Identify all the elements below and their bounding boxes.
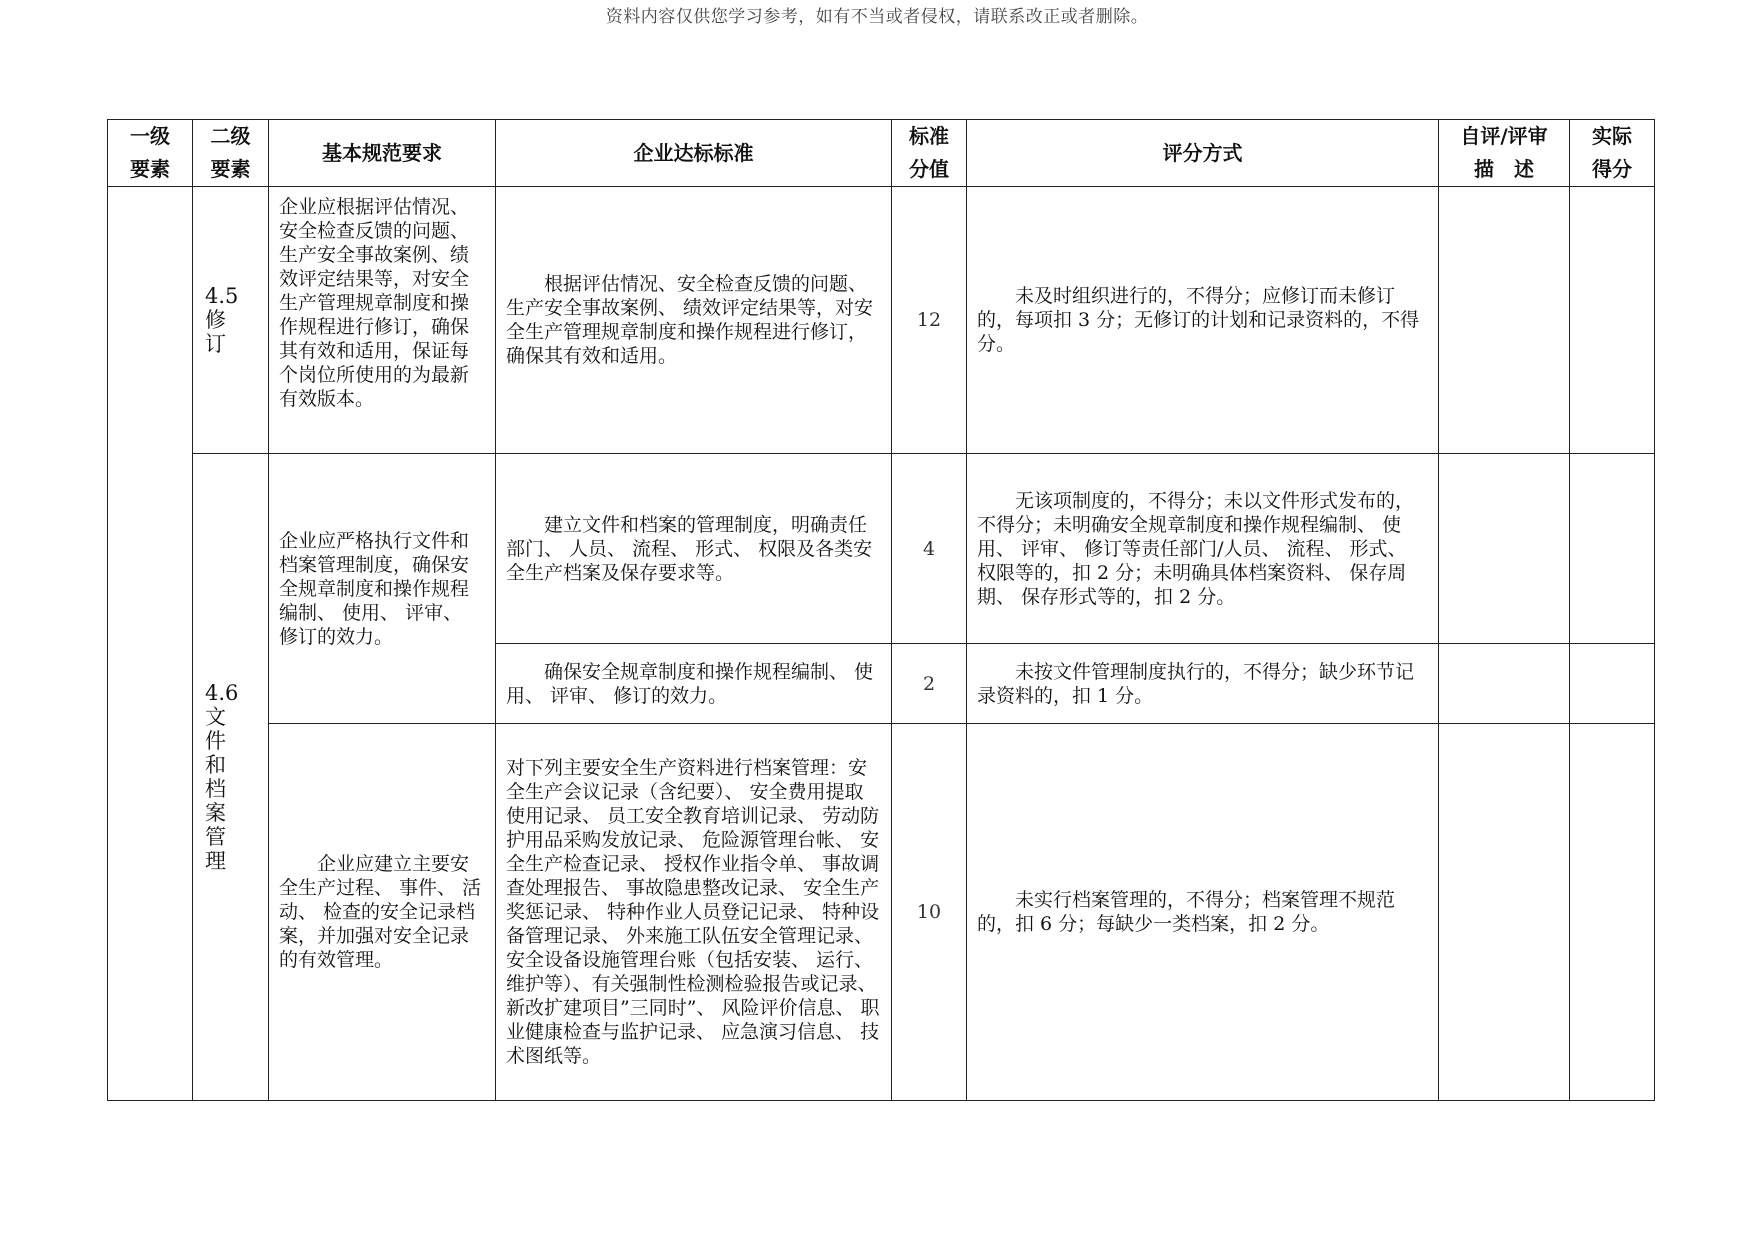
- level2-name: 修订: [205, 308, 226, 356]
- level2-cell: [193, 187, 269, 454]
- header-level2: 二级 要素: [193, 120, 269, 187]
- self-review-cell: [1439, 454, 1570, 644]
- self-review-cell: [1439, 724, 1570, 1101]
- scoring-method-cell: 无该项制度的，不得分；未以文件形式发布的，不得分；未明确安全规章制度和操作规程编制、 使用、 评审、 修订等责任部门/人员、 流程、 形式、 权限等的，扣 2 分；未明确具体档案资料、 保存周期、 保存形式等的，扣 2 分。: [967, 454, 1439, 644]
- table-row: [108, 187, 1655, 454]
- basic-requirement-cell: 企业应严格执行文件和档案管理制度，确保安全规章制度和操作规程编制、 使用、 评审、 修订的效力。: [269, 454, 496, 724]
- actual-score-cell: [1570, 724, 1655, 1101]
- score-cell: 4: [892, 454, 967, 644]
- score-cell: 10: [892, 724, 967, 1101]
- actual-score-cell: [1570, 454, 1655, 644]
- standards-table: [107, 119, 1655, 1101]
- header-standard-score: 标准 分值: [892, 120, 967, 187]
- scoring-method-cell: 未按文件管理制度执行的，不得分；缺少环节记录资料的，扣 1 分。: [967, 644, 1439, 724]
- score-cell: 12: [892, 187, 967, 454]
- actual-score-cell: [1570, 644, 1655, 724]
- enterprise-standard-cell: 建立文件和档案的管理制度，明确责任部门、 人员、 流程、 形式、 权限及各类安全生产档案及保存要求等。: [496, 454, 892, 644]
- level2-code: 4.6: [205, 681, 239, 705]
- table-row: [108, 454, 1655, 644]
- header-level1: 一级 要素: [108, 120, 193, 187]
- level1-cell-empty: [108, 187, 193, 1101]
- enterprise-standard-cell: 确保安全规章制度和操作规程编制、 使用、 评审、 修订的效力。: [496, 644, 892, 724]
- basic-requirement-cell: 企业应建立主要安全生产过程、 事件、 活动、 检查的安全记录档案，并加强对安全记录的有效管理。: [269, 724, 496, 1101]
- header-enterprise-standard: 企业达标标准: [496, 120, 892, 187]
- score-cell: 2: [892, 644, 967, 724]
- watermark-text: 资料内容仅供您学习参考，如有不当或者侵权，请联系改正或者删除。: [605, 7, 1149, 27]
- level2-code: 4.5: [205, 284, 239, 308]
- scoring-method-cell: 未实行档案管理的，不得分；档案管理不规范的，扣 6 分；每缺少一类档案，扣 2 分。: [967, 724, 1439, 1101]
- self-review-cell: [1439, 187, 1570, 454]
- scoring-method-cell: 未及时组织进行的，不得分；应修订而未修订的，每项扣 3 分；无修订的计划和记录资料的，不得分。: [967, 187, 1439, 454]
- enterprise-standard-cell: 根据评估情况、安全检查反馈的问题、 生产安全事故案例、 绩效评定结果等，对安全生产管理规章制度和操作规程进行修订，确保其有效和适用。: [496, 187, 892, 454]
- enterprise-standard-cell: 对下列主要安全生产资料进行档案管理：安全生产会议记录（含纪要）、 安全费用提取使用记录、 员工安全教育培训记录、 劳动防护用品采购发放记录、 危险源管理台帐、 安全生产检查记录、 授权作业指令单、 事故调查处理报告、 事故隐患整改记录、 安全生产奖惩记录、 特种作业人员登记记录、 特种设备管理记录、 外来施工队伍安全管理记录、 安全设备设施管理台账（包括安装、 运行、 维护等）、有关强制性检测检验报告或记录、 新改扩建项目”三同时”、 风险评价信息、 职业健康检查与监护记录、 应急演习信息、 技术图纸等。: [496, 724, 892, 1101]
- header-basic-requirement: 基本规范要求: [269, 120, 496, 187]
- basic-requirement-cell: 企业应根据评估情况、安全检查反馈的问题、生产安全事故案例、绩效评定结果等，对安全生产管理规章制度和操作规程进行修订，确保其有效和适用，保证每个岗位所使用的为最新有效版本。: [269, 187, 496, 454]
- header-self-review: 自评/评审 描 述: [1439, 120, 1570, 187]
- header-scoring-method: 评分方式: [967, 120, 1439, 187]
- header-actual-score: 实际 得分: [1570, 120, 1655, 187]
- header-row: [108, 120, 1655, 187]
- level2-name: 文件和档案管理: [205, 705, 226, 873]
- level2-cell: [193, 454, 269, 1101]
- table-row: [108, 724, 1655, 1101]
- actual-score-cell: [1570, 187, 1655, 454]
- self-review-cell: [1439, 644, 1570, 724]
